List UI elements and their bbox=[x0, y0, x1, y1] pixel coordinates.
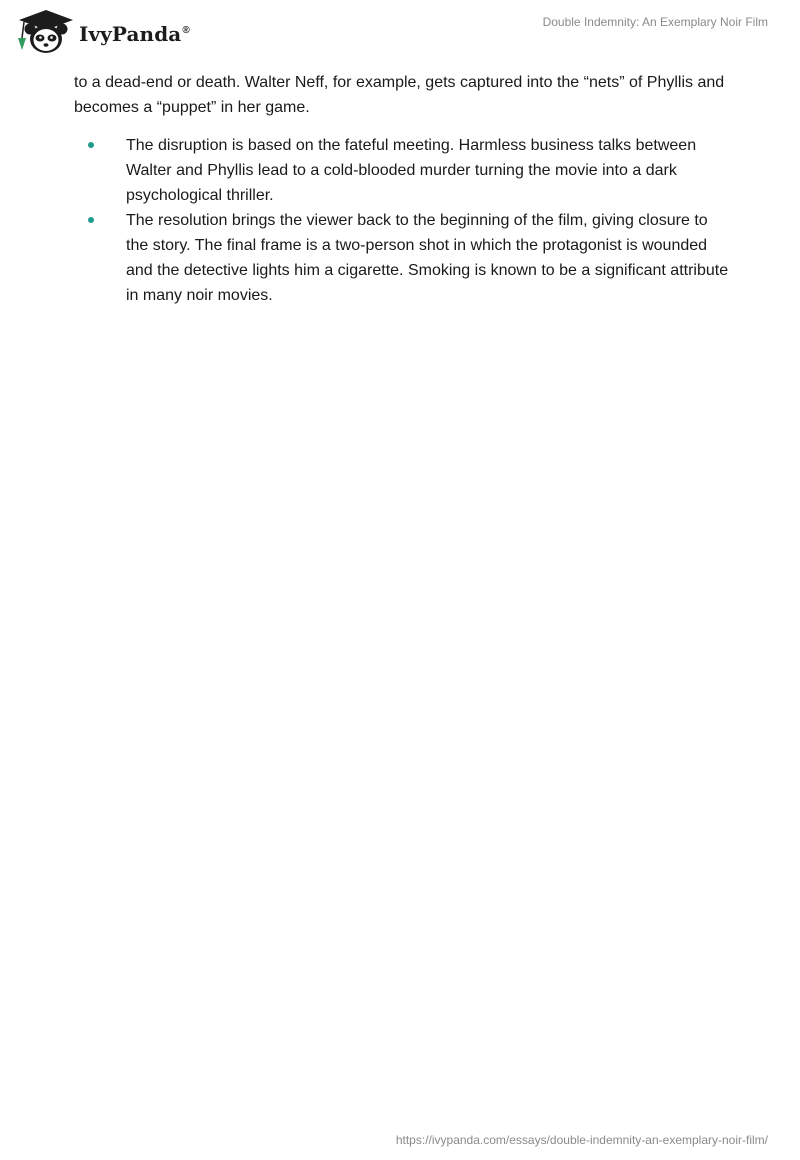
essay-content bbox=[74, 70, 734, 308]
panda-graduation-cap-icon bbox=[15, 8, 77, 56]
list-item-text: The disruption is based on the fateful meeting. Harmless business talks between Walter and Phyllis lead to a cold-blooded murder turning the movie into a dark psychological thriller. bbox=[126, 137, 697, 204]
document-title: Double Indemnity: An Exemplary Noir Film bbox=[542, 15, 768, 29]
list-item bbox=[74, 208, 734, 308]
page-header bbox=[0, 0, 800, 70]
list-item-text: The resolution brings the viewer back to the beginning of the film, giving closure to the story. The final frame is a two-person shot in which the protagonist is wounded and the detective lights him a cigarette. Smoking is known to be a significant attribute in many noir movies. bbox=[126, 212, 729, 304]
bullet-dot-icon bbox=[88, 142, 94, 148]
intro-paragraph: to a dead-end or death. Walter Neff, for example, gets captured into the “nets” of Phyllis and becomes a “puppet” in her game. bbox=[74, 74, 725, 116]
bullet-list bbox=[74, 133, 734, 308]
registered-mark: ® bbox=[182, 25, 190, 37]
brand-name: IvyPanda® bbox=[79, 22, 190, 46]
ivypanda-logo[interactable] bbox=[15, 8, 190, 56]
source-url-link[interactable]: https://ivypanda.com/essays/double-indemnity-an-exemplary-noir-film/ bbox=[395, 1133, 768, 1147]
list-item bbox=[74, 133, 734, 208]
bullet-dot-icon bbox=[88, 217, 94, 223]
